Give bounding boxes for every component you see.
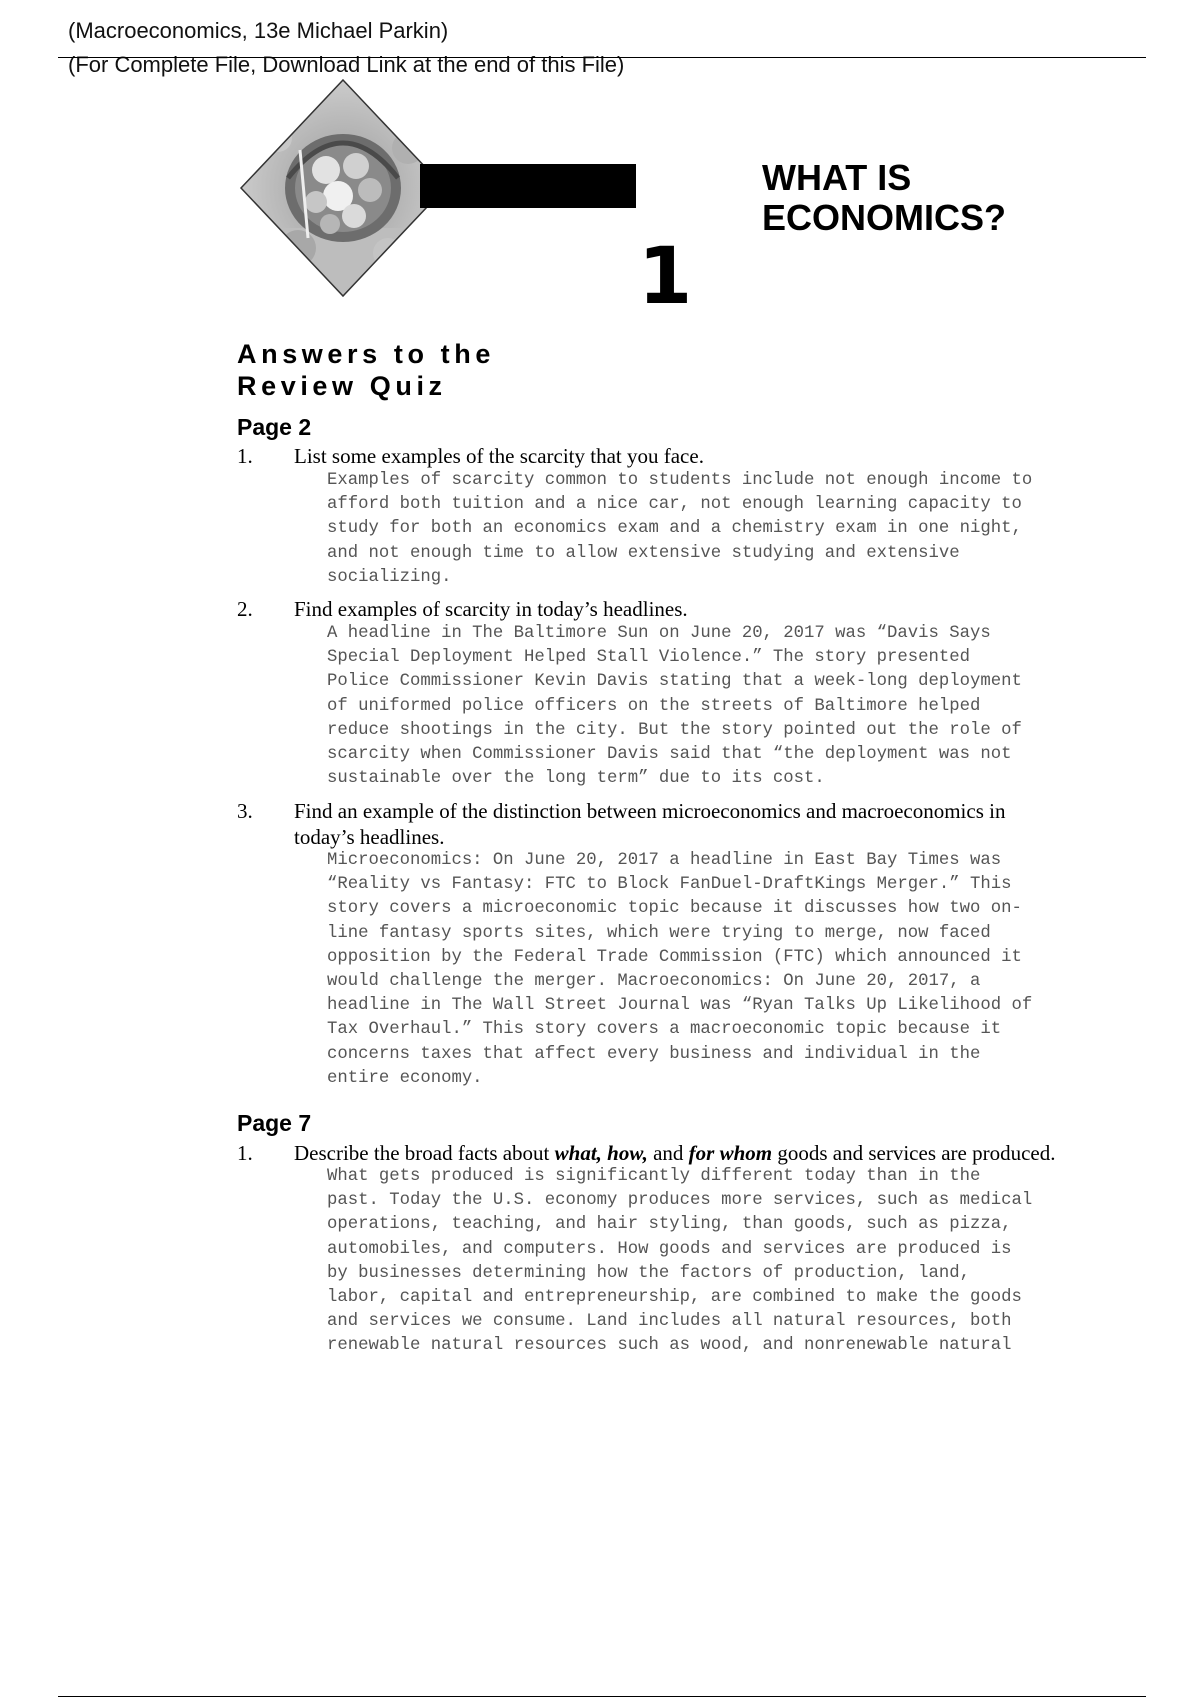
- answer-text: [327, 1165, 1157, 1359]
- header-rule: [58, 57, 1146, 58]
- answer-line: Special Deployment Helped Stall Violence.” The story presented: [327, 648, 970, 668]
- download-note-header: (For Complete File, Download Link at the end of this File): [68, 52, 625, 77]
- answer-line: by businesses determining how the factors of production, land,: [327, 1263, 970, 1283]
- answer-line: “Reality vs Fantasy: FTC to Block FanDuel-DraftKings Merger.” This: [327, 875, 1012, 895]
- answer-line: and not enough time to allow extensive studying and extensive: [327, 543, 960, 563]
- chapter-bar: [420, 164, 636, 208]
- chapter-title: [762, 158, 1006, 238]
- answer-line: entire economy.: [327, 1068, 483, 1088]
- question-number: 1.: [237, 444, 253, 468]
- section-heading-line: Answers to the: [237, 339, 495, 369]
- answer-line: Microeconomics: On June 20, 2017 a headline in East Bay Times was: [327, 851, 1002, 870]
- answer-line: What gets produced is significantly different today than in the: [327, 1167, 981, 1186]
- question-text-line: Find an example of the distinction between microeconomics and macroeconomics in: [294, 799, 1006, 823]
- page-heading: Page 2: [237, 414, 312, 440]
- question-text-line: today’s headlines.: [294, 825, 445, 849]
- answer-text: [327, 469, 1157, 590]
- answer-line: Tax Overhaul.” This story covers a macroeconomic topic because it: [327, 1020, 1002, 1040]
- document-source-header: (Macroeconomics, 13e Michael Parkin): [68, 18, 449, 43]
- question-text: [294, 1140, 1157, 1166]
- section-heading: [237, 338, 495, 402]
- question-number: 2.: [237, 597, 253, 621]
- answer-line: operations, teaching, and hair styling, than goods, such as pizza,: [327, 1215, 1012, 1235]
- answer-line: A headline in The Baltimore Sun on June 20, 2017 was “Davis Says: [327, 624, 991, 643]
- answer-line: sustainable over the long term” due to its cost.: [327, 769, 825, 789]
- question-emphasis: for whom: [688, 1141, 773, 1165]
- page-heading: Page 7: [237, 1110, 312, 1136]
- answer-line: scarcity when Commissioner Davis said that “the deployment was not: [327, 745, 1012, 765]
- question-number: 3.: [237, 799, 253, 823]
- answer-line: and services we consume. Land includes all natural resources, both: [327, 1312, 1012, 1332]
- answer-line: past. Today the U.S. economy produces more services, such as medical: [327, 1191, 1033, 1211]
- footer-rule: [58, 1696, 1146, 1697]
- quiz-question: [237, 1140, 1157, 1166]
- answer-line: renewable natural resources such as wood, and nonrenewable natural: [327, 1336, 1012, 1356]
- question-number: 1.: [237, 1141, 253, 1165]
- quiz-question: [237, 596, 1157, 622]
- chapter-number: 1: [638, 232, 693, 322]
- answer-line: story covers a microeconomic topic because it discusses how two on-: [327, 899, 1022, 919]
- question-text: List some examples of the scarcity that you face.: [294, 444, 704, 468]
- answer-line: headline in The Wall Street Journal was “Ryan Talks Up Likelihood of: [327, 996, 1033, 1016]
- answer-line: reduce shootings in the city. But the story pointed out the role of: [327, 720, 1022, 740]
- question-text-part: goods and services are produced.: [772, 1141, 1056, 1165]
- quiz-question: [237, 443, 1157, 469]
- chapter-title-line: ECONOMICS?: [762, 197, 1007, 238]
- answer-line: would challenge the merger. Macroeconomics: On June 20, 2017, a: [327, 972, 981, 992]
- question-text: Find examples of scarcity in today’s headlines.: [294, 597, 688, 621]
- chapter-emblem-icon: [238, 78, 448, 298]
- question-text-part: Describe the broad facts about: [294, 1141, 555, 1165]
- answer-line: automobiles, and computers. How goods and services are produced is: [327, 1239, 1012, 1259]
- question-text: [294, 798, 1157, 850]
- answer-line: concerns taxes that affect every business and individual in the: [327, 1044, 981, 1064]
- question-emphasis: what, how,: [554, 1141, 648, 1165]
- answer-line: labor, capital and entrepreneurship, are combined to make the goods: [327, 1288, 1022, 1308]
- answer-line: Examples of scarcity common to students include not enough income to: [327, 471, 1033, 490]
- answer-line: Police Commissioner Kevin Davis stating that a week-long deployment: [327, 672, 1022, 692]
- answer-line: of uniformed police officers on the streets of Baltimore helped: [327, 696, 981, 716]
- answer-line: afford both tuition and a nice car, not enough learning capacity to: [327, 495, 1022, 515]
- chapter-title-line: WHAT IS: [762, 157, 912, 198]
- answer-line: line fantasy sports sites, which were trying to merge, now faced: [327, 923, 991, 943]
- question-text-part: and: [647, 1141, 689, 1165]
- answer-line: study for both an economics exam and a chemistry exam in one night,: [327, 519, 1022, 539]
- answer-line: opposition by the Federal Trade Commission (FTC) which announced it: [327, 947, 1022, 967]
- answer-line: socializing.: [327, 567, 452, 587]
- quiz-question: [237, 798, 1157, 850]
- section-heading-line: Review Quiz: [237, 371, 447, 401]
- answer-text: [327, 622, 1157, 791]
- answer-text: [327, 849, 1157, 1091]
